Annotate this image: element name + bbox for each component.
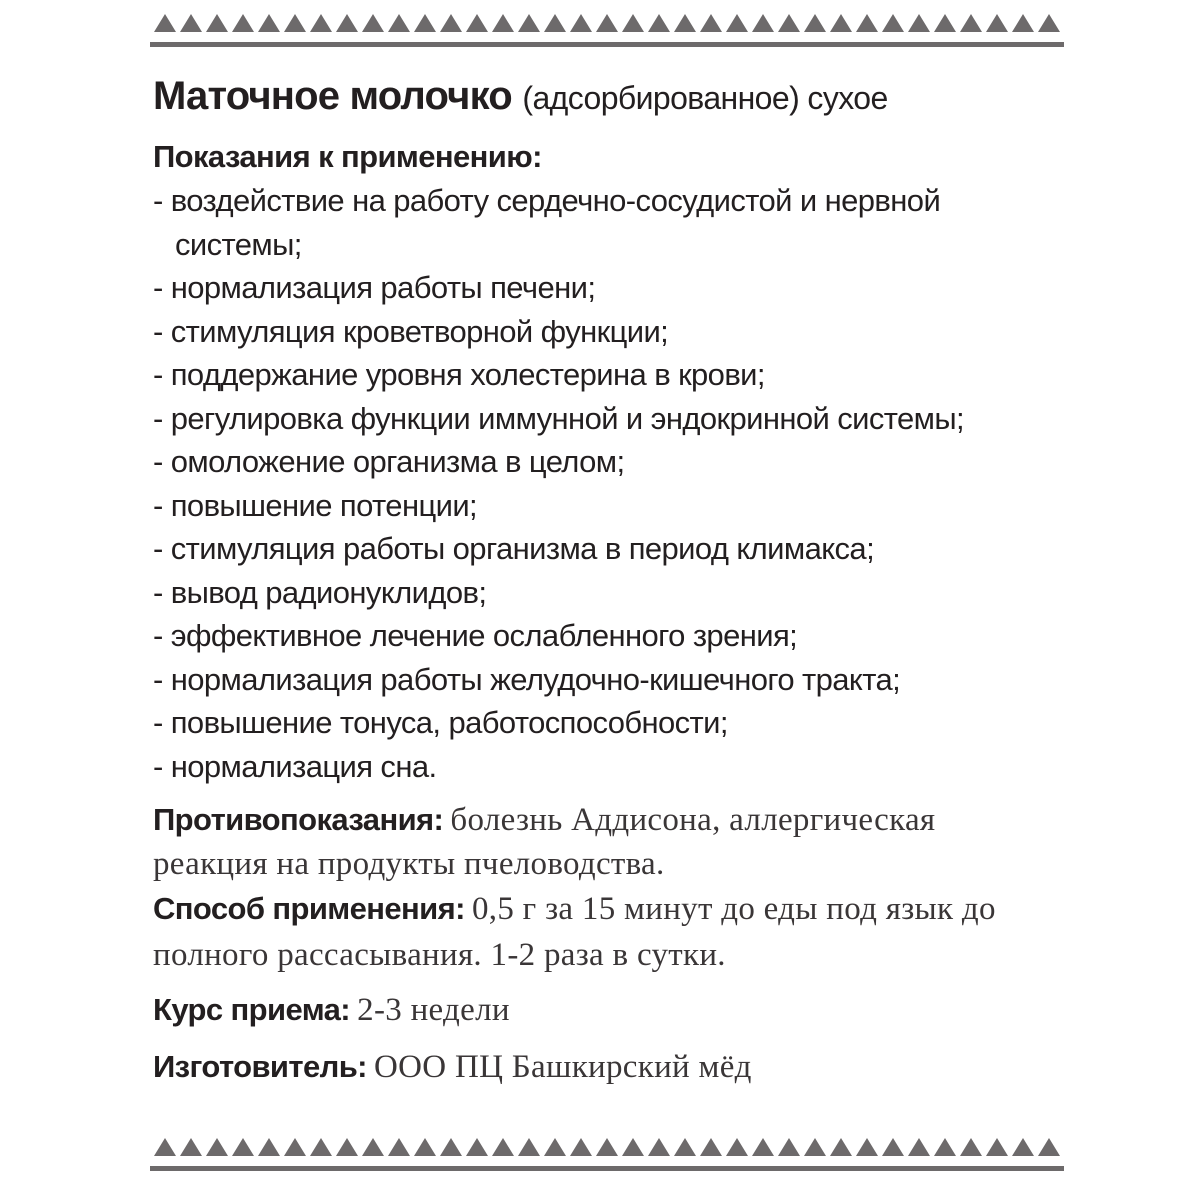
title-subtitle: (адсорбированное) сухое <box>522 80 888 116</box>
ornament-rule <box>150 42 1064 47</box>
list-item: - стимуляция работы организма в период климакса; <box>153 531 875 566</box>
list-item: - нормализация работы печени; <box>153 270 596 305</box>
list-item: - повышение потенции; <box>153 487 478 523</box>
list-item: - нормализация сна. <box>153 748 437 784</box>
manufacturer-block <box>153 1040 1053 1094</box>
contraindications-value: болезнь Аддисона, аллергическая реакция на продукты пчеловодства. <box>153 802 936 882</box>
list-item: - воздействие на работу сердечно-сосудистой и нервной системы; <box>153 183 941 262</box>
indications-list <box>153 179 1053 788</box>
page-title <box>153 66 1053 128</box>
manufacturer-label: Изготовитель: <box>153 1049 367 1084</box>
bottom-ornament-border <box>150 1136 1064 1186</box>
usage-block <box>153 886 1033 978</box>
indications-heading: Показания к применению: <box>153 139 542 174</box>
list-item: - регулировка функции иммунной и эндокринной системы; <box>153 400 965 436</box>
contraindications-label: Противопоказания: <box>153 802 444 837</box>
zigzag-ornament-icon <box>150 12 1064 50</box>
list-item: - вывод радионуклидов; <box>153 574 487 610</box>
ornament-triangles <box>154 1138 1060 1156</box>
course-block <box>153 986 1053 1034</box>
top-ornament-border <box>150 12 1064 62</box>
list-item: - повышение тонуса, работоспособности; <box>153 705 728 740</box>
ornament-rule <box>150 1166 1064 1171</box>
list-item: - стимуляция кроветворной функции; <box>153 313 669 349</box>
contraindications-block <box>153 798 1053 886</box>
zigzag-ornament-icon <box>150 1136 1064 1174</box>
list-item: - омоложение организма в целом; <box>153 444 625 479</box>
product-info <box>153 66 1053 1094</box>
course-value: 2-3 недели <box>357 992 510 1028</box>
course-label: Курс приема: <box>153 992 350 1027</box>
title-main: Маточное молочко <box>153 74 512 118</box>
ornament-triangles <box>154 14 1060 32</box>
list-item: - поддержание уровня холестерина в крови; <box>153 357 765 392</box>
manufacturer-value: ООО ПЦ Башкирский мёд <box>374 1049 752 1085</box>
usage-label: Способ применения: <box>153 891 465 926</box>
list-item: - нормализация работы желудочно-кишечного тракта; <box>153 661 901 697</box>
usage-value: 0,5 г за 15 минут до еды под язык до полного рассасывания. 1-2 раза в сутки. <box>153 891 996 973</box>
list-item: - эффективное лечение ослабленного зрения; <box>153 618 798 653</box>
